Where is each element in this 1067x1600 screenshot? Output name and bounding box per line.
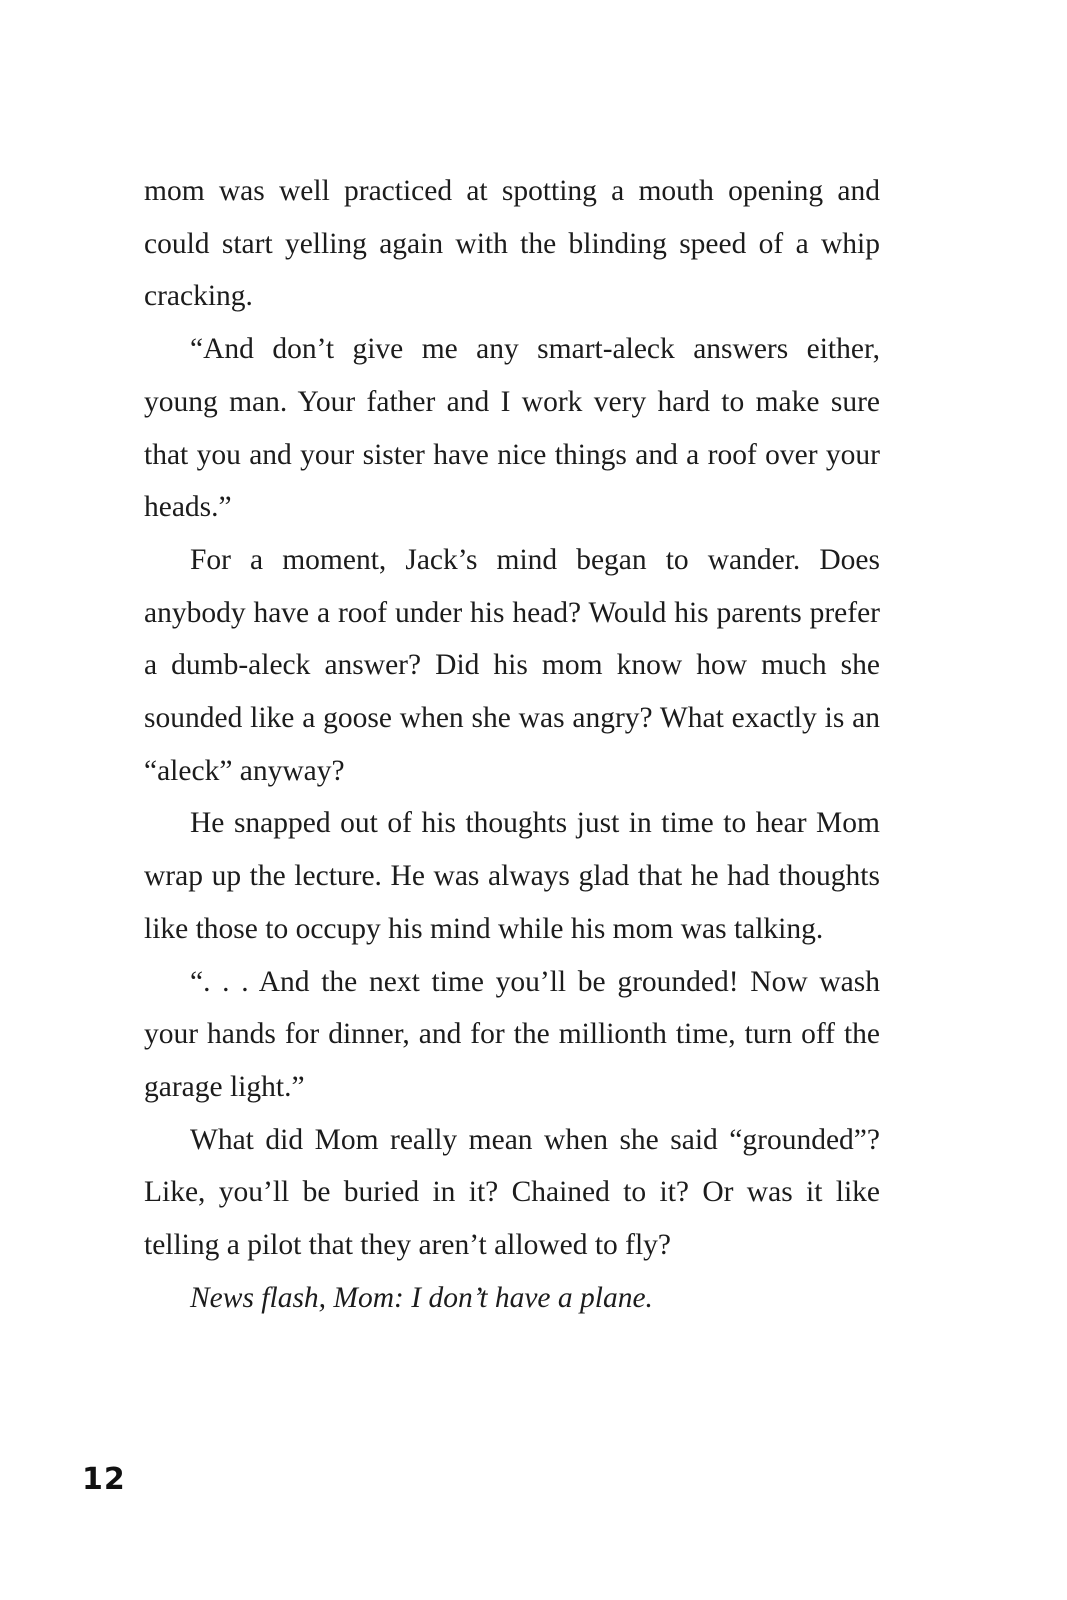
body-text	[144, 165, 880, 1324]
paragraph: What did Mom really mean when she said “grounded”? Like, you’ll be buried in it? Chained to it? Or was it like telling a pilot that they aren’t allowed to fly?	[144, 1123, 880, 1262]
italic-thought-paragraph: News flash, Mom: I don’t have a plane.	[190, 1281, 653, 1314]
paragraph: “. . . And the next time you’ll be grounded! Now wash your hands for dinner, and for the millionth time, turn off the garage light.”	[144, 965, 880, 1103]
page-number: 12	[82, 1462, 126, 1497]
paragraph: “And don’t give me any smart-aleck answers either, young man. Your father and I work very hard to make sure that you and your sister have nice things and a roof over your heads.”	[144, 333, 880, 524]
paragraph: He snapped out of his thoughts just in time to hear Mom wrap up the lecture. He was always glad that he had thoughts like those to occupy his mind while his mom was talking.	[144, 807, 880, 945]
paragraph: For a moment, Jack’s mind began to wander. Does anybody have a roof under his head? Would his parents prefer a dumb-aleck answer? Did his mom know how much she sounded like a goose when she was angry? What exactly is an “aleck” anyway?	[144, 543, 880, 787]
paragraph: mom was well practiced at spotting a mouth opening and could start yelling again with the blinding speed of a whip cracking.	[144, 175, 880, 313]
